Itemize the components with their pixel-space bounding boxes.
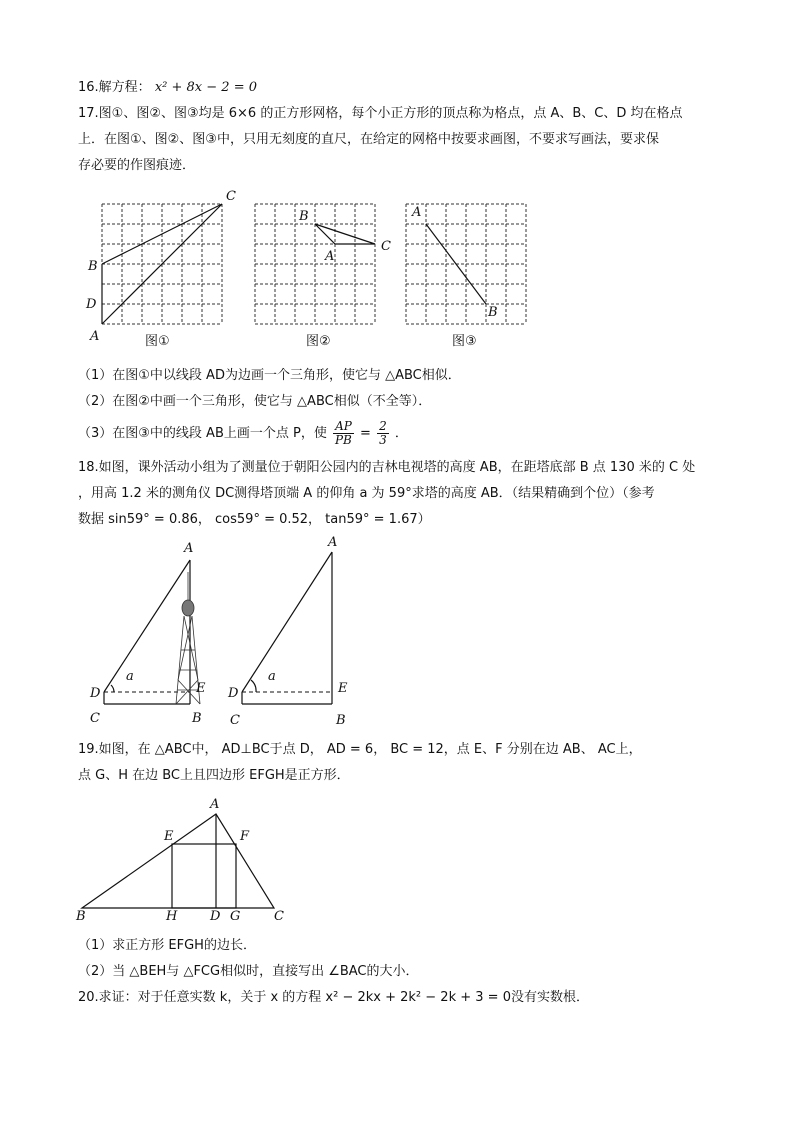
line-da xyxy=(104,560,190,692)
label-a-19: A xyxy=(210,797,220,812)
label-d-19: D xyxy=(210,909,221,924)
label-a-1: A xyxy=(90,329,100,344)
fraction-2-3 xyxy=(377,420,389,447)
label-b-19: B xyxy=(76,909,86,924)
label-d-t1: D xyxy=(90,686,101,701)
q17-sub3-pre: （3）在图③中的线段 AB上画一个点 P，使 xyxy=(78,426,327,441)
q17-sub3-eq: = xyxy=(360,426,371,441)
grid-2 xyxy=(255,204,375,324)
q18-line2: ，用高 1.2 米的测角仪 DC测得塔顶端 A 的仰角 a 为 59°求塔的高度 AB．（结果精确到个位）（参考 xyxy=(78,486,655,501)
fraction-num: 2 xyxy=(379,419,387,433)
label-c-19: C xyxy=(274,909,284,924)
label-f-19: F xyxy=(240,829,250,844)
label-a-3: A xyxy=(412,205,422,220)
figure-square xyxy=(76,796,300,926)
label-alpha-t2: a xyxy=(268,669,276,684)
q20-line1: 20.求证：对于任意实数 k，关于 x 的方程 x² − 2kx + 2k² − 2k + 3 = 0没有实数根． xyxy=(78,990,589,1005)
label-a-t1: A xyxy=(184,541,194,556)
q18-line3: 数据 sin59° = 0.86， cos59° = 0.52， tan59° = 1.67） xyxy=(78,512,431,527)
angle-a-arc xyxy=(111,685,114,692)
label-h-19: H xyxy=(166,909,178,924)
label-b-3: B xyxy=(488,305,498,320)
fig1-caption: 图① xyxy=(145,334,170,349)
q17-line2: 上．在图①、图②、图③中，只用无刻度的直尺，在给定的网格中按要求画图，不要求写画法，要求保 xyxy=(78,132,659,147)
label-c-t2: C xyxy=(230,713,240,728)
grid-3 xyxy=(406,204,526,324)
label-a-2: A xyxy=(325,249,335,264)
square-efgh xyxy=(172,844,236,908)
label-b-t2: B xyxy=(336,713,346,728)
q16-line xyxy=(78,78,257,98)
label-d-1: D xyxy=(86,297,97,312)
q19-sub1: （1）求正方形 EFGH的边长． xyxy=(78,938,256,953)
label-a-t2: A xyxy=(328,535,338,550)
label-c-t1: C xyxy=(90,711,100,726)
label-b-1: B xyxy=(88,259,98,274)
q17-line3: 存必要的作图痕迹． xyxy=(78,158,196,173)
fig3-caption: 图③ xyxy=(452,334,477,349)
q17-sub2: （2）在图②中画一个三角形，使它与 △ABC相似（不全等）． xyxy=(78,394,432,409)
fraction-ap-pb xyxy=(333,420,354,447)
label-e-t2: E xyxy=(338,681,348,696)
label-e-t1: E xyxy=(196,681,206,696)
q17-sub3 xyxy=(78,420,408,447)
q19-line1: 19.如图，在 △ABC中， AD⊥BC于点 D， AD = 6， BC = 12，点 E、F 分别在边 AB、 AC上， xyxy=(78,742,642,757)
label-b-2: B xyxy=(299,209,309,224)
q16-label: 16.解方程： xyxy=(78,80,151,95)
label-g-19: G xyxy=(230,909,241,924)
fig2-caption: 图② xyxy=(306,334,331,349)
figure-schematic xyxy=(230,536,370,730)
q18-line1: 18.如图，课外活动小组为了测量位于朝阳公园内的吉林电视塔的高度 AB，在距塔底部 B 点 130 米的 C 处 xyxy=(78,460,696,475)
line-da-2 xyxy=(242,552,332,692)
fraction-den: 3 xyxy=(379,433,387,447)
q17-sub3-post: ． xyxy=(394,426,408,441)
figure-3 xyxy=(406,204,526,324)
q19-line2: 点 G、H 在边 BC上且四边形 EFGH是正方形． xyxy=(78,768,350,783)
fraction-den: PB xyxy=(334,433,352,447)
label-b-t1: B xyxy=(192,711,202,726)
label-e-19: E xyxy=(164,829,174,844)
label-d-t2: D xyxy=(228,686,239,701)
label-alpha-t1: a xyxy=(126,669,134,684)
q16-equation: x² + 8x − 2 = 0 xyxy=(154,80,257,95)
triangle-abc-2 xyxy=(315,224,375,244)
figure-2 xyxy=(255,204,391,324)
q17-sub1: （1）在图①中以线段 AD为边画一个三角形，使它与 △ABC相似． xyxy=(78,368,461,383)
q17-line1: 17.图①、图②、图③均是 6×6 的正方形网格，每个小正方形的顶点称为格点，点 A、B、C、D 均在格点 xyxy=(78,106,683,121)
label-c-1: C xyxy=(226,189,236,204)
fraction-num: AP xyxy=(333,420,354,434)
figure-tower xyxy=(80,540,220,730)
q19-sub2: （2）当 △BEH与 △FCG相似时，直接写出 ∠BAC的大小． xyxy=(78,964,419,979)
label-c-2: C xyxy=(381,239,391,254)
angle-a-arc-2 xyxy=(251,680,256,692)
